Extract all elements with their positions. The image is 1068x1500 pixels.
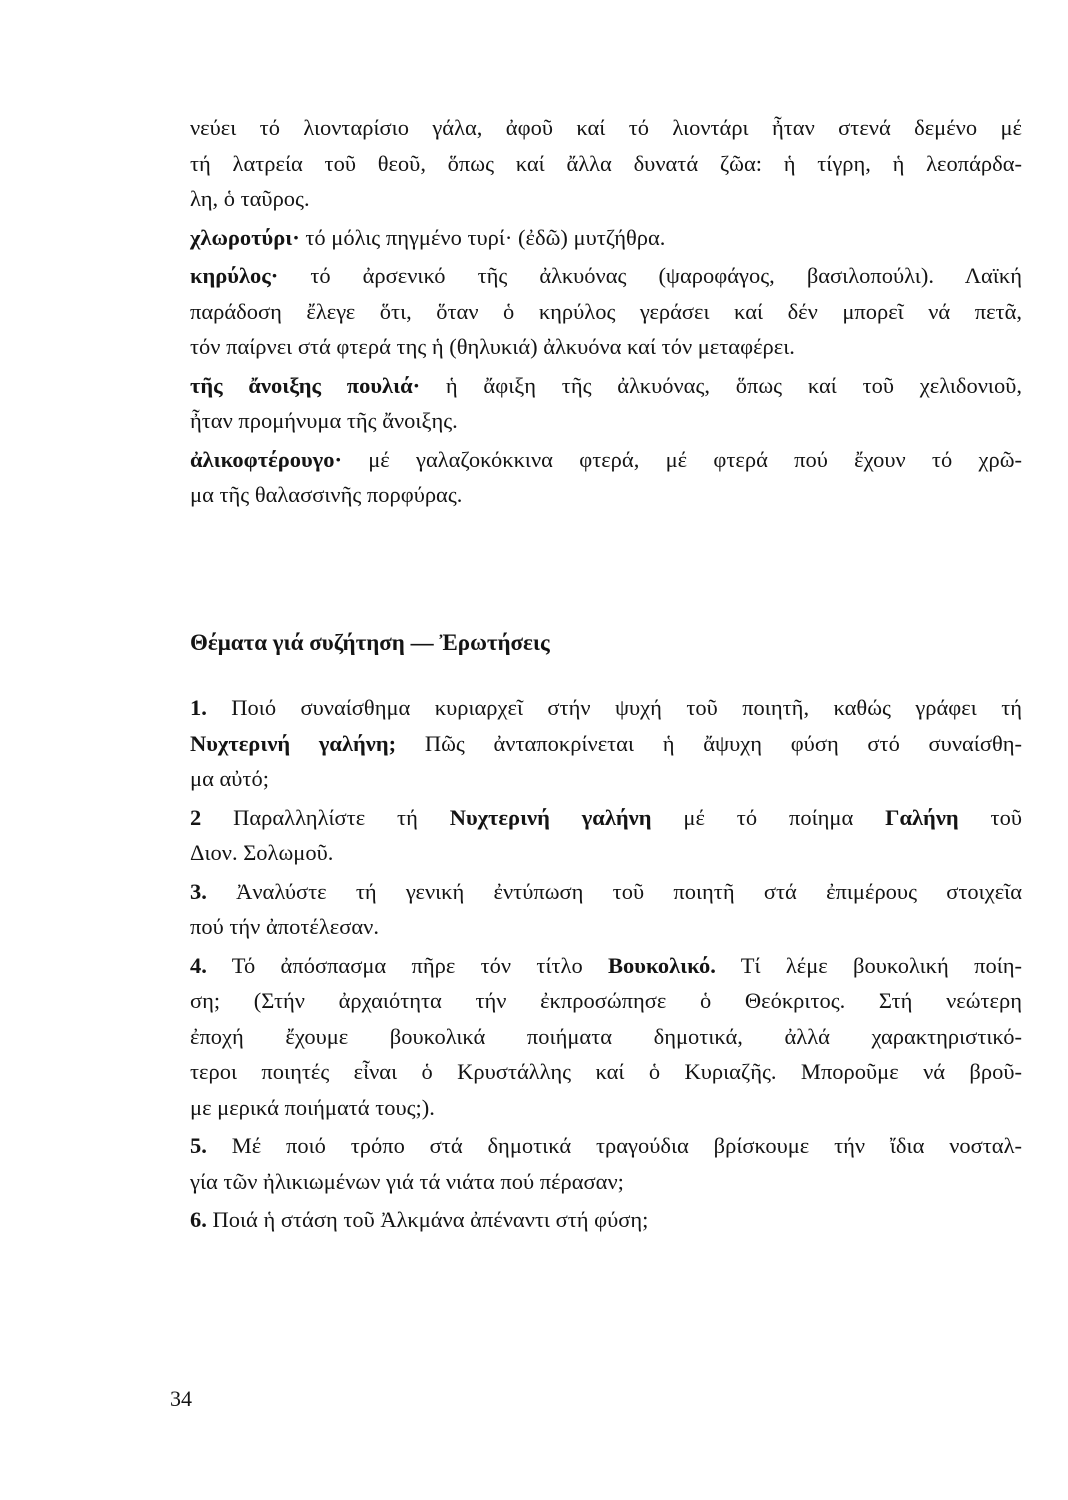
text-line: ἦταν προμήνυμα τῆς ἄνοιξης.: [190, 408, 458, 433]
question-text: τοῦ: [958, 804, 1022, 830]
question-text: Ἀναλύστε τή γενική ἐντύπωση τοῦ ποιητῆ στά ἐπιμέρους στοιχεῖα: [206, 878, 1022, 904]
glossary-definition: τό ἀρσενικό τῆς ἀλκυόνας (ψαροφάγος, βασιλοπούλι). Λαϊκή: [278, 263, 1022, 288]
glossary-continuation: [190, 110, 1022, 217]
glossary-definition: μέ γαλαζοκόκκινα φτερά, μέ φτερά πού ἔχουν τό χρῶ-: [341, 446, 1022, 472]
text-line: ση; (Στήν ἀρχαιότητα τήν ἐκπροσώπησε ὁ Θεόκριτος. Στή νεώτερη: [190, 988, 1022, 1013]
section-heading: Θέματα γιά συζήτηση — Ἐρωτήσεις: [190, 630, 550, 655]
glossary-term: τῆς ἄνοιξης πουλιά·: [190, 372, 421, 398]
text-line: μα τῆς θαλασσινῆς πορφύρας.: [190, 482, 463, 507]
poem-title: Βουκολικό.: [608, 952, 716, 978]
glossary-definition: τό μόλις πηγμένο τυρί· (ἐδῶ) μυτζήθρα.: [299, 224, 666, 250]
glossary-notes: [190, 110, 1022, 513]
glossary-term: κηρύλος·: [190, 263, 279, 288]
question-item: [190, 1128, 1022, 1199]
glossary-term: χλωροτύρι·: [190, 224, 300, 250]
glossary-entry: [190, 368, 1022, 439]
question-number: 2: [190, 804, 202, 830]
text-line: λη, ὁ ταῦρος.: [190, 186, 310, 211]
text-line: με μερικά ποιήματά τους;).: [190, 1094, 435, 1120]
question-text: Μέ ποιό τρόπο στά δημοτικά τραγούδια βρίσκουμε τήν ἴδια νοσταλ-: [206, 1133, 1022, 1158]
question-text: Πῶς ἀνταποκρίνεται ἡ ἄψυχη φύση στό συναίσθη-: [396, 730, 1023, 756]
question-number: 6.: [190, 1207, 207, 1232]
glossary-entry: [190, 220, 1022, 256]
question-text: Τί λέμε βουκολική ποίη-: [715, 952, 1023, 978]
glossary-definition: ἡ ἄφιξη τῆς ἀλκυόνας, ὅπως καί τοῦ χελιδονιοῦ,: [420, 372, 1022, 398]
question-text: Ποιό συναίσθημα κυριαρχεῖ στήν ψυχή τοῦ ποιητῆ, καθώς γράφει τή: [206, 695, 1022, 720]
poem-title: Γαλήνη: [885, 804, 959, 830]
question-text: Τό ἀπόσπασμα πῆρε τόν τίτλο: [206, 952, 609, 978]
text-line: παράδοση ἔλεγε ὅτι, ὅταν ὁ κηρύλος γεράσει καί δέν μπορεῖ νά πετᾶ,: [190, 298, 1022, 324]
text-line: γία τῶν ἠλικιωμένων γιά τά νιάτα πού πέρασαν;: [190, 1168, 624, 1194]
question-text: μέ τό ποίημα: [651, 804, 886, 830]
question-text: Παραλληλίστε τή: [201, 804, 450, 830]
question-item: [190, 690, 1022, 797]
question-item: [190, 1202, 1022, 1238]
question-text: Ποιά ἡ στάση τοῦ Ἀλκμάνα ἀπέναντι στή φύση;: [206, 1207, 649, 1232]
text-line: πού τήν ἀποτέλεσαν.: [190, 914, 379, 939]
glossary-entry: [190, 258, 1022, 365]
question-number: 4.: [190, 952, 207, 978]
text-line: νεύει τό λιονταρίσιο γάλα, ἀφοῦ καί τό λιοντάρι ἦταν στενά δεμένο μέ: [190, 115, 1022, 140]
poem-title: Νυχτερινή γαλήνη: [449, 804, 652, 830]
page-number: 34: [170, 1386, 192, 1411]
text-line: Διον. Σολωμοῦ.: [190, 840, 334, 865]
question-number: 3.: [190, 878, 207, 904]
question-item: [190, 948, 1022, 1126]
question-number: 1.: [190, 695, 207, 720]
text-line: τόν παίρνει στά φτερά της ἡ (θηλυκιά) ἀλκυόνα καί τόν μεταφέρει.: [190, 334, 795, 359]
poem-title: Νυχτερινή γαλήνη;: [190, 730, 397, 756]
text-line: μα αὐτό;: [190, 766, 269, 791]
question-item: [190, 874, 1022, 945]
glossary-term: ἀλικοφτέρουγο·: [190, 446, 342, 472]
text-line: τεροι ποιητές εἶναι ὁ Κρυστάλλης καί ὁ Κυριαζῆς. Μποροῦμε νά βροῦ-: [190, 1059, 1022, 1084]
text-line: τή λατρεία τοῦ θεοῦ, ὅπως καί ἄλλα δυνατά ζῶα: ἡ τίγρη, ἡ λεοπάρδα-: [190, 150, 1022, 176]
text-line: ἐποχή ἔχουμε βουκολικά ποιήματα δημοτικά, ἀλλά χαρακτηριστικό-: [190, 1023, 1022, 1049]
discussion-questions: [190, 687, 1022, 1238]
question-item: [190, 800, 1022, 871]
glossary-entry: [190, 442, 1022, 513]
question-number: 5.: [190, 1133, 207, 1158]
